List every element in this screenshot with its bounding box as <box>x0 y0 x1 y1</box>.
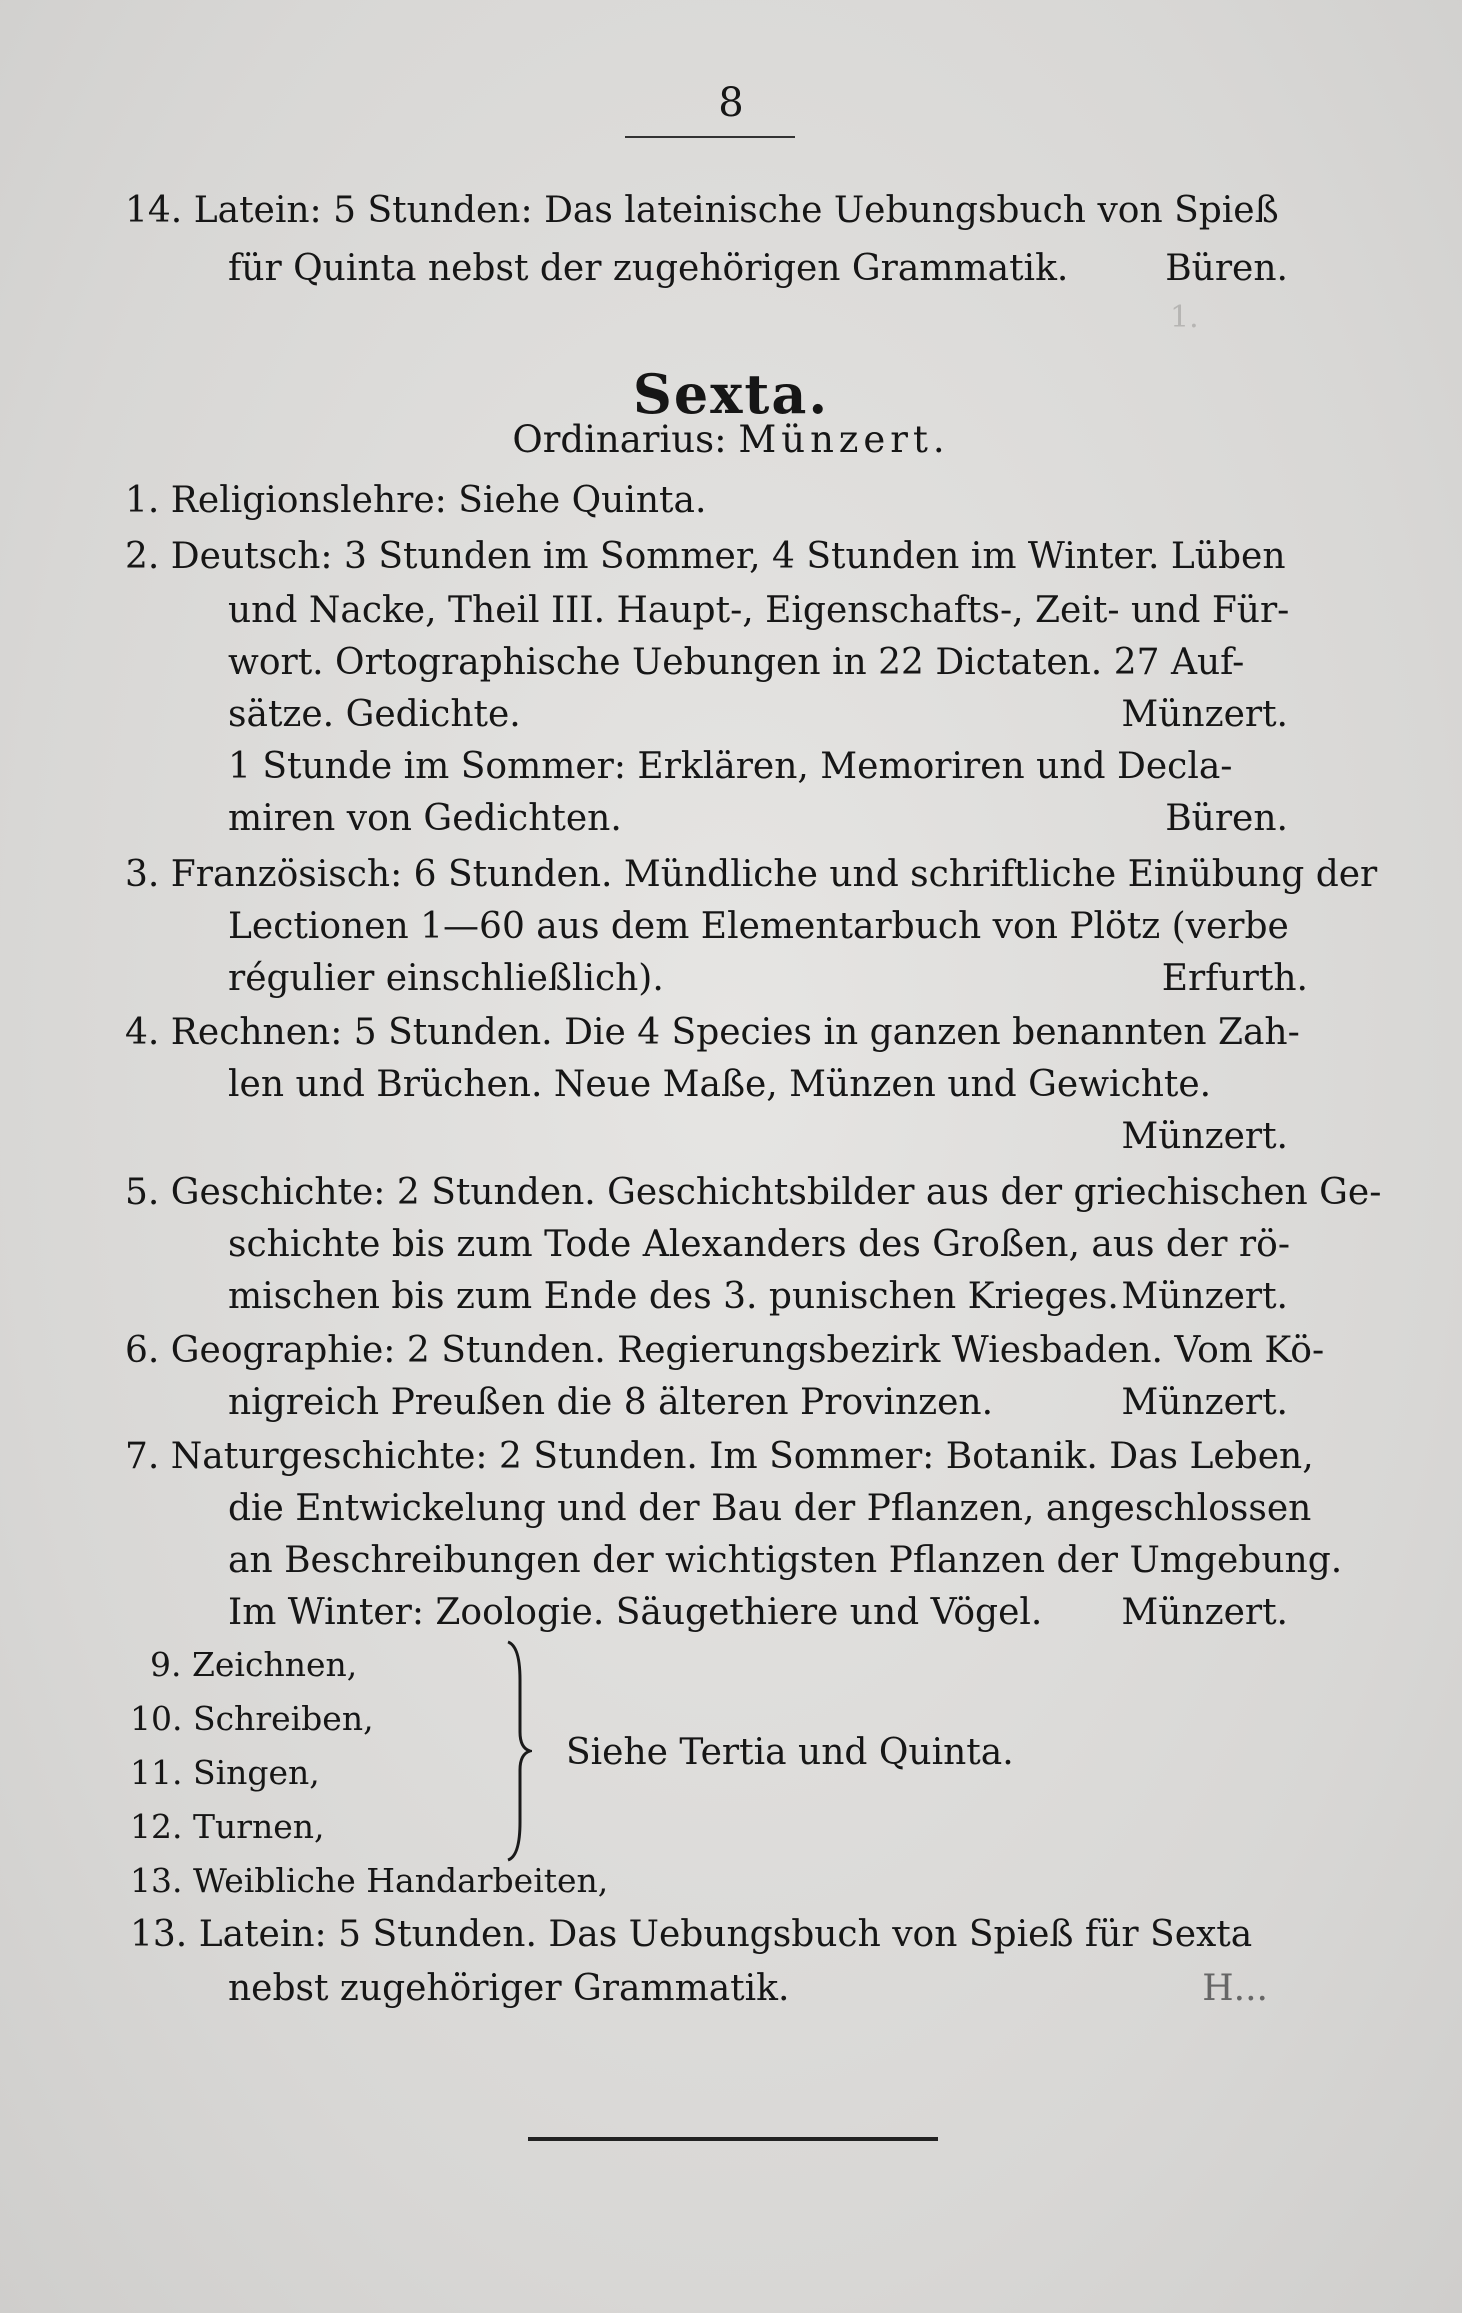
ordinarius-label: Ordinarius: <box>512 418 727 461</box>
entry-1-religion: 1. Religionslehre: Siehe Quinta. <box>125 480 707 521</box>
entry-2-line6 <box>228 796 1288 842</box>
grouped-subject-12: 12. Turnen, <box>130 1807 325 1846</box>
entry-5-line2: schichte bis zum Tode Alexanders des Großen, aus der rö- <box>228 1224 1290 1265</box>
entry-13-latein-text: nebst zugehöriger Grammatik. <box>228 1968 790 2009</box>
bottom-rule <box>528 2137 938 2141</box>
entry-13-latein-line2 <box>228 1966 1268 2012</box>
page-number-rule <box>625 136 795 138</box>
entry-3-teacher: Erfurth. <box>1161 958 1308 999</box>
entry-7-line1: 7. Naturgeschichte: 2 Stunden. Im Sommer: Botanik. Das Leben, <box>125 1436 1314 1477</box>
grouped-subject-9: 9. Zeichnen, <box>150 1645 358 1684</box>
entry-2-line5: 1 Stunde im Sommer: Erklären, Memoriren und Decla- <box>228 746 1233 787</box>
entry-14-line2 <box>228 246 1288 292</box>
entry-13-teacher: H... <box>1202 1968 1268 2009</box>
entry-7-line4-text: Im Winter: Zoologie. Säugethiere und Vögel. <box>228 1592 1043 1633</box>
grouped-subject-11: 11. Singen, <box>130 1753 320 1792</box>
entry-6-line2-text: nigreich Preußen die 8 älteren Provinzen. <box>228 1382 994 1423</box>
section-title: Sexta. <box>632 362 830 426</box>
entry-7-line2: die Entwickelung und der Bau der Pflanzen, angeschlossen <box>228 1488 1312 1529</box>
entry-7-line3: an Beschreibungen der wichtigsten Pflanzen der Umgebung. <box>228 1540 1343 1581</box>
entry-2-line6-text: miren von Gedichten. <box>228 798 622 839</box>
entry-2-line1: 2. Deutsch: 3 Stunden im Sommer, 4 Stunden im Winter. Lüben <box>125 536 1286 577</box>
entry-2-teacher: Münzert. <box>1121 694 1288 735</box>
entry-2-line3: wort. Ortographische Uebungen in 22 Dictaten. 27 Auf- <box>228 642 1245 683</box>
grouped-note: Siehe Tertia und Quinta. <box>566 1732 1014 1773</box>
entry-7-line4 <box>228 1590 1288 1636</box>
entry-2-teacher-2: Büren. <box>1165 798 1288 839</box>
entry-14-line1: 14. Latein: 5 Stunden: Das lateinische Uebungsbuch von Spieß <box>125 190 1279 231</box>
entry-6-line2 <box>228 1380 1288 1426</box>
entry-2-line4-text: sätze. Gedichte. <box>228 694 521 735</box>
grouped-subject-10: 10. Schreiben, <box>130 1699 374 1738</box>
entry-5-teacher: Münzert. <box>1121 1276 1288 1317</box>
entry-6-line1: 6. Geographie: 2 Stunden. Regierungsbezirk Wiesbaden. Vom Kö- <box>125 1330 1325 1371</box>
entry-5-line3-text: mischen bis zum Ende des 3. punischen Krieges. <box>228 1276 1119 1317</box>
entry-4-teacher: Münzert. <box>1121 1116 1288 1157</box>
entry-14-teacher: Büren. <box>1165 248 1288 289</box>
entry-3-line3 <box>228 956 1308 1002</box>
ordinarius-name: Münzert. <box>738 418 950 461</box>
entry-14-text: für Quinta nebst der zugehörigen Grammatik. <box>228 248 1069 289</box>
entry-3-line2: Lectionen 1—60 aus dem Elementarbuch von Plötz (verbe <box>228 906 1289 947</box>
entry-2-line2: und Nacke, Theil III. Haupt-, Eigenschafts-, Zeit- und Für- <box>228 590 1290 631</box>
ordinarius-line <box>0 418 1462 461</box>
entry-4-line1: 4. Rechnen: 5 Stunden. Die 4 Species in ganzen benannten Zah- <box>125 1012 1300 1053</box>
entry-7-teacher: Münzert. <box>1121 1592 1288 1633</box>
entry-5-line3 <box>228 1274 1288 1320</box>
grouped-subject-13: 13. Weibliche Handarbeiten, <box>130 1861 609 1900</box>
entry-2-line4 <box>228 692 1288 738</box>
entry-5-line1: 5. Geschichte: 2 Stunden. Geschichtsbilder aus der griechischen Ge- <box>125 1172 1382 1213</box>
entry-3-line3-text: régulier einschließlich). <box>228 958 664 999</box>
curly-brace <box>502 1640 532 1862</box>
entry-4-line2: len und Brüchen. Neue Maße, Münzen und Gewichte. <box>228 1064 1212 1105</box>
bleed-through-text: 1. <box>1170 300 1199 335</box>
entry-3-line1: 3. Französisch: 6 Stunden. Mündliche und schriftliche Einübung der <box>125 854 1378 895</box>
page-number: 8 <box>718 80 744 126</box>
entry-13-latein-line1: 13. Latein: 5 Stunden. Das Uebungsbuch von Spieß für Sexta <box>130 1914 1253 1955</box>
entry-6-teacher: Münzert. <box>1121 1382 1288 1423</box>
